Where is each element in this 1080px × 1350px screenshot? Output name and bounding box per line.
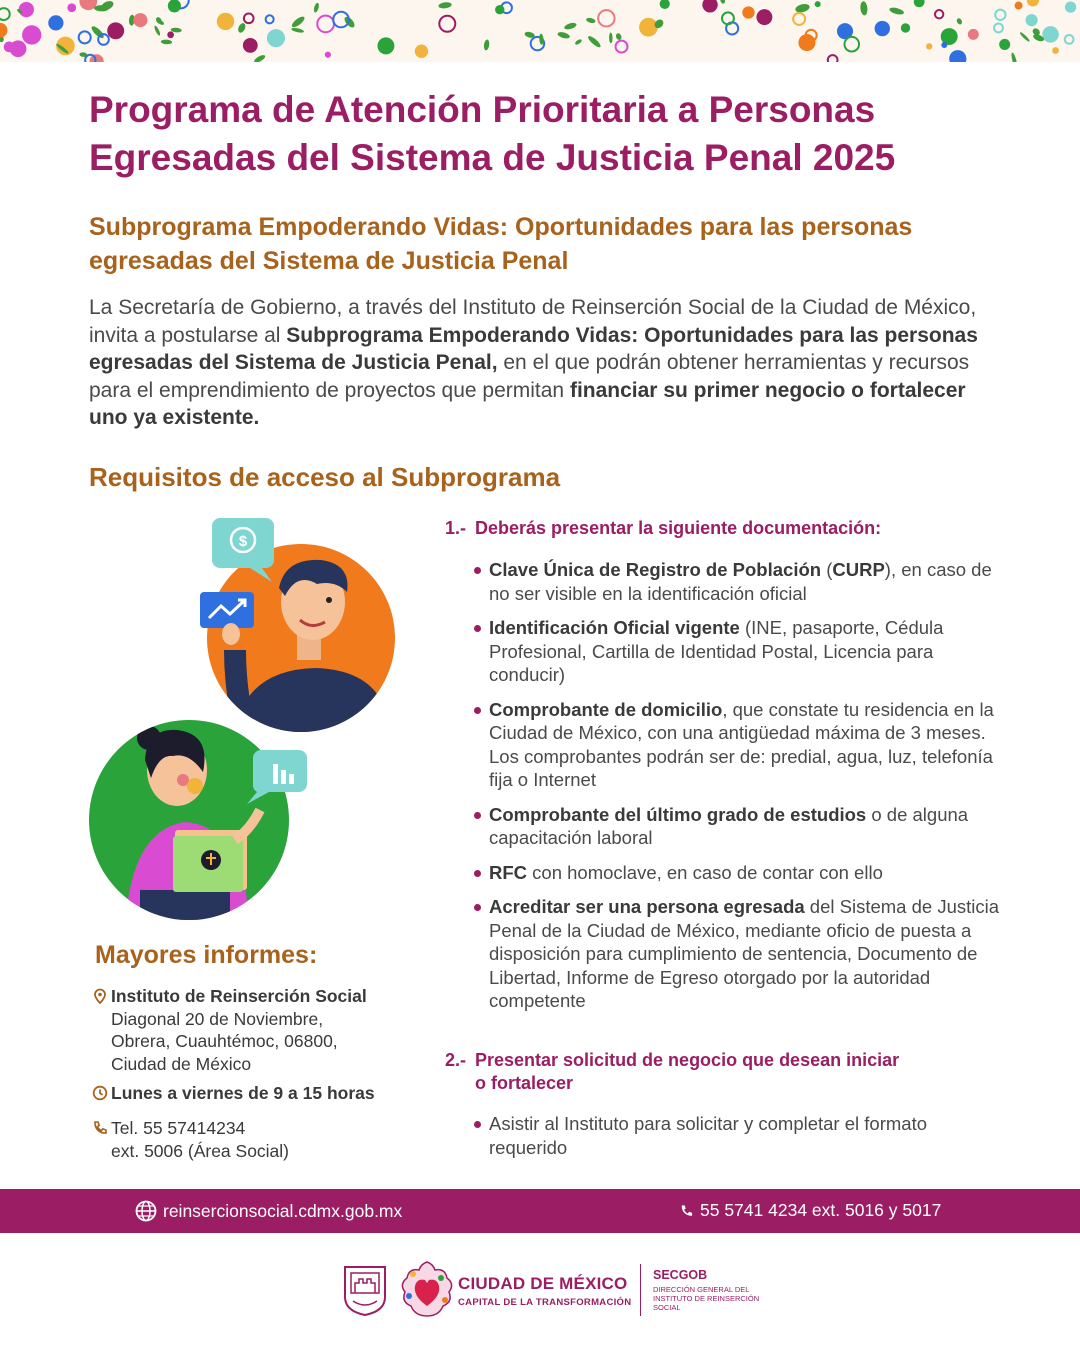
step-1-title xyxy=(445,517,881,540)
banner-flower xyxy=(586,17,596,24)
page-title xyxy=(89,86,989,182)
banner-flower xyxy=(875,21,890,36)
item-bold: RFC xyxy=(489,861,528,883)
bullet-icon xyxy=(474,625,481,632)
banner-flower xyxy=(10,40,27,57)
bullet-icon xyxy=(474,567,481,574)
bullet-icon xyxy=(474,1121,481,1128)
banner-flower xyxy=(539,33,544,45)
cdmx-shield-icon xyxy=(343,1265,387,1317)
banner-flower xyxy=(161,39,173,44)
banner-flower xyxy=(914,0,925,7)
footer-phone[interactable] xyxy=(679,1200,941,1221)
location-pin-icon xyxy=(92,988,108,1004)
banner-flower xyxy=(598,10,614,26)
banner-flower xyxy=(48,15,63,30)
banner-flower xyxy=(615,32,622,40)
list-item xyxy=(474,803,999,850)
phone-block xyxy=(92,1117,289,1162)
intro-paragraph xyxy=(89,294,989,432)
list-item xyxy=(474,861,999,885)
banner-flower xyxy=(1010,52,1018,62)
banner-flower xyxy=(253,54,266,62)
list-item xyxy=(474,1112,984,1159)
banner-flower xyxy=(995,10,1005,20)
step-2-list xyxy=(474,1112,984,1170)
contact-bar xyxy=(0,1189,1080,1233)
hours-block xyxy=(92,1082,375,1105)
banner-flower xyxy=(1026,14,1038,26)
banner-flower xyxy=(968,29,979,40)
step-2-number: 2.- xyxy=(445,1050,467,1070)
item-text: o de alguna capacitación laboral xyxy=(489,803,969,848)
banner-flower xyxy=(237,22,247,34)
banner-flower xyxy=(0,23,7,38)
institute-name: Instituto de Reinserción Social xyxy=(111,986,367,1006)
banner-flower xyxy=(0,8,10,20)
banner-flower xyxy=(267,29,285,47)
banner-flower xyxy=(243,38,258,53)
banner-flower xyxy=(167,31,174,38)
website-text: reinsercionsocial.cdmx.gob.mx xyxy=(163,1201,403,1221)
requirements-heading: Requisitos de acceso al Subprograma xyxy=(89,462,561,492)
list-item xyxy=(474,616,999,687)
banner-flower xyxy=(564,22,578,31)
banner-flower xyxy=(290,15,306,29)
item-text: ( xyxy=(821,559,833,580)
banner-flower xyxy=(815,1,821,7)
banner-flower xyxy=(438,2,452,10)
step-1-number: 1.- xyxy=(445,518,467,538)
banner-flower xyxy=(935,10,943,18)
banner-flower xyxy=(889,6,905,16)
banner-flower xyxy=(609,32,613,43)
banner-flower xyxy=(22,25,41,44)
banner-flower xyxy=(616,41,628,53)
title-line-1: Programa de Atención Prioritaria a Personas xyxy=(89,89,876,130)
people-illustration-icon xyxy=(85,510,415,930)
clock-icon xyxy=(92,1085,108,1101)
banner-flower xyxy=(377,37,394,54)
website-link[interactable] xyxy=(135,1200,402,1222)
cdmx-logo-text: CIUDAD DE MÉXICO xyxy=(458,1274,628,1293)
banner-flower xyxy=(1065,35,1074,44)
phone-extension: ext. 5006 (Área Social) xyxy=(111,1140,290,1161)
banner-flower xyxy=(828,55,838,62)
info-heading: Mayores informes: xyxy=(95,941,318,969)
banner-flower xyxy=(19,2,34,17)
banner-flower xyxy=(107,22,124,39)
bullet-icon xyxy=(474,904,481,911)
address-line-2: Obrera, Cuauhtémoc, 06800, xyxy=(111,1031,338,1051)
address-line-1: Diagonal 20 de Noviembre, xyxy=(111,1008,324,1029)
item-bold: Clave Única de Registro de Población xyxy=(489,559,822,580)
banner-flower xyxy=(999,39,1010,50)
banner-flower xyxy=(660,0,670,9)
item-text: , que constate tu residencia en la Ciudad de México, con una antigüedad máxima de 3 meses. Los comprobantes podrán ser de: predial, agua, luz, telefonía fija o Internet xyxy=(489,698,994,790)
banner-flower xyxy=(1042,26,1059,43)
item-text-2: ), en caso de no ser visible en la identificación oficial xyxy=(489,559,992,604)
banner-flower xyxy=(756,9,772,25)
subtitle-line-1: Subprograma Empoderando Vidas: Oportunidades para las personas xyxy=(89,213,913,241)
intro-text-1: La Secretaría de Gobierno, a través del Instituto de Reinserción Social de la Ciudad de México, invita a postularse al xyxy=(89,296,977,347)
list-item xyxy=(474,558,999,605)
banner-flower xyxy=(574,38,582,45)
cdmx-slogan: CAPITAL DE LA TRANSFORMACIÓN xyxy=(458,1297,632,1308)
bullet-icon xyxy=(474,707,481,714)
step-2-text-1: Presentar solicitud de negocio que desean iniciar xyxy=(475,1050,900,1070)
phone-number: Tel. 55 57414234 xyxy=(111,1118,246,1138)
banner-flower xyxy=(860,1,868,16)
secgob-logo-text: SECGOB xyxy=(653,1268,708,1282)
institutional-logos xyxy=(340,1258,760,1320)
banner-flower xyxy=(956,17,963,25)
banner-flower xyxy=(557,31,571,40)
item-text: (INE, pasaporte, Cédula Profesional, Cartilla de Identidad Postal, Licencia para conducir) xyxy=(489,617,944,685)
step-2-title xyxy=(445,1049,899,1095)
phone-icon xyxy=(92,1120,108,1136)
banner-flower xyxy=(941,42,947,48)
banner-flower xyxy=(313,2,320,13)
documents-list xyxy=(474,558,999,1024)
address-block xyxy=(92,985,367,1075)
item-bold: Comprobante del último grado de estudios xyxy=(489,803,867,825)
banner-flower xyxy=(722,12,734,24)
banner-flower xyxy=(79,31,91,43)
item-bold: Identificación Oficial vigente xyxy=(489,617,740,638)
banner-flower xyxy=(587,34,602,48)
banner-flower xyxy=(415,45,428,58)
banner-flower xyxy=(168,0,181,12)
bullet-icon xyxy=(474,812,481,819)
address-line-3: Ciudad de México xyxy=(111,1053,252,1074)
bullet-icon xyxy=(474,870,481,877)
step-2-text-2: o fortalecer xyxy=(475,1073,574,1093)
banner-flower xyxy=(325,52,331,58)
item-bold-2: CURP xyxy=(832,559,885,580)
banner-flower xyxy=(798,34,815,51)
banner-flower xyxy=(720,0,726,4)
item-text: del Sistema de Justicia Penal de la Ciudad de México, mediante oficio de puesta a disposición para cumplimiento de sentencia, Documento de Libertad, Informe de Egreso otorgado por la autoridad competente xyxy=(489,896,1000,1011)
item-bold: Comprobante de domicilio xyxy=(489,698,723,720)
banner-flower xyxy=(291,27,304,33)
item-text: con homoclave, en caso de contar con ello xyxy=(527,861,883,883)
banner-flower xyxy=(742,6,754,18)
floral-pattern-icon xyxy=(0,0,1080,62)
banner-flower xyxy=(926,43,932,49)
logo-divider xyxy=(640,1264,641,1316)
banner-flower xyxy=(1019,31,1031,42)
subprogram-title xyxy=(89,210,989,278)
banner-flower xyxy=(495,5,504,14)
list-item xyxy=(474,895,999,1013)
intro-text-2: en el que podrán obtener herramientas y recursos para el emprendimiento de proyectos que permitan xyxy=(89,351,970,402)
footer-phone-text: 55 5741 4234 ext. 5016 y 5017 xyxy=(700,1200,942,1220)
banner-flower xyxy=(1065,1,1076,12)
phone-icon xyxy=(679,1204,694,1219)
secgob-subtitle: DIRECCIÓN GENERAL DEL INSTITUTO DE REINSERCIÓN SOCIAL xyxy=(653,1285,760,1312)
banner-flower xyxy=(67,3,76,12)
banner-flower xyxy=(483,39,490,51)
svg-text:$: $ xyxy=(238,533,248,550)
banner-flower xyxy=(133,13,147,27)
step-1-text: Deberás presentar la siguiente documentación: xyxy=(475,518,882,538)
banner-flower xyxy=(1015,2,1023,10)
banner-flower xyxy=(794,3,810,14)
title-line-2: Egresadas del Sistema de Justicia Penal 2025 xyxy=(89,137,896,178)
banner-flower xyxy=(639,18,658,37)
banner-flower xyxy=(844,37,859,52)
banner-flower xyxy=(949,50,966,62)
globe-icon xyxy=(135,1200,157,1222)
banner-flower xyxy=(317,16,334,33)
floral-banner xyxy=(0,0,1080,62)
item-text: Asistir al Instituto para solicitar y completar el formato requerido xyxy=(489,1113,927,1158)
item-bold: Acreditar ser una persona egresada xyxy=(489,896,805,917)
office-hours: Lunes a viernes de 9 a 15 horas xyxy=(111,1083,375,1103)
banner-flower xyxy=(1027,0,1039,7)
banner-flower xyxy=(439,16,455,32)
banner-flower xyxy=(1052,47,1059,54)
banner-flower xyxy=(244,14,254,24)
banner-flower xyxy=(217,13,234,30)
banner-flower xyxy=(266,15,274,23)
banner-flower xyxy=(994,23,1003,32)
banner-flower xyxy=(153,25,161,36)
intro-bold-1: Subprograma Empoderando Vidas: Oportunidades para las personas egresadas del Sistema de Justicia Penal, xyxy=(89,323,978,374)
cdmx-map-heart-icon xyxy=(395,1258,459,1320)
banner-flower xyxy=(793,13,805,25)
list-item xyxy=(474,698,999,792)
banner-flower xyxy=(702,0,717,12)
subtitle-line-2: egresadas del Sistema de Justicia Penal xyxy=(89,247,569,275)
intro-bold-2: financiar su primer negocio o fortalecer uno ya existente. xyxy=(89,378,966,429)
banner-flower xyxy=(901,23,910,32)
illustration xyxy=(85,510,415,930)
